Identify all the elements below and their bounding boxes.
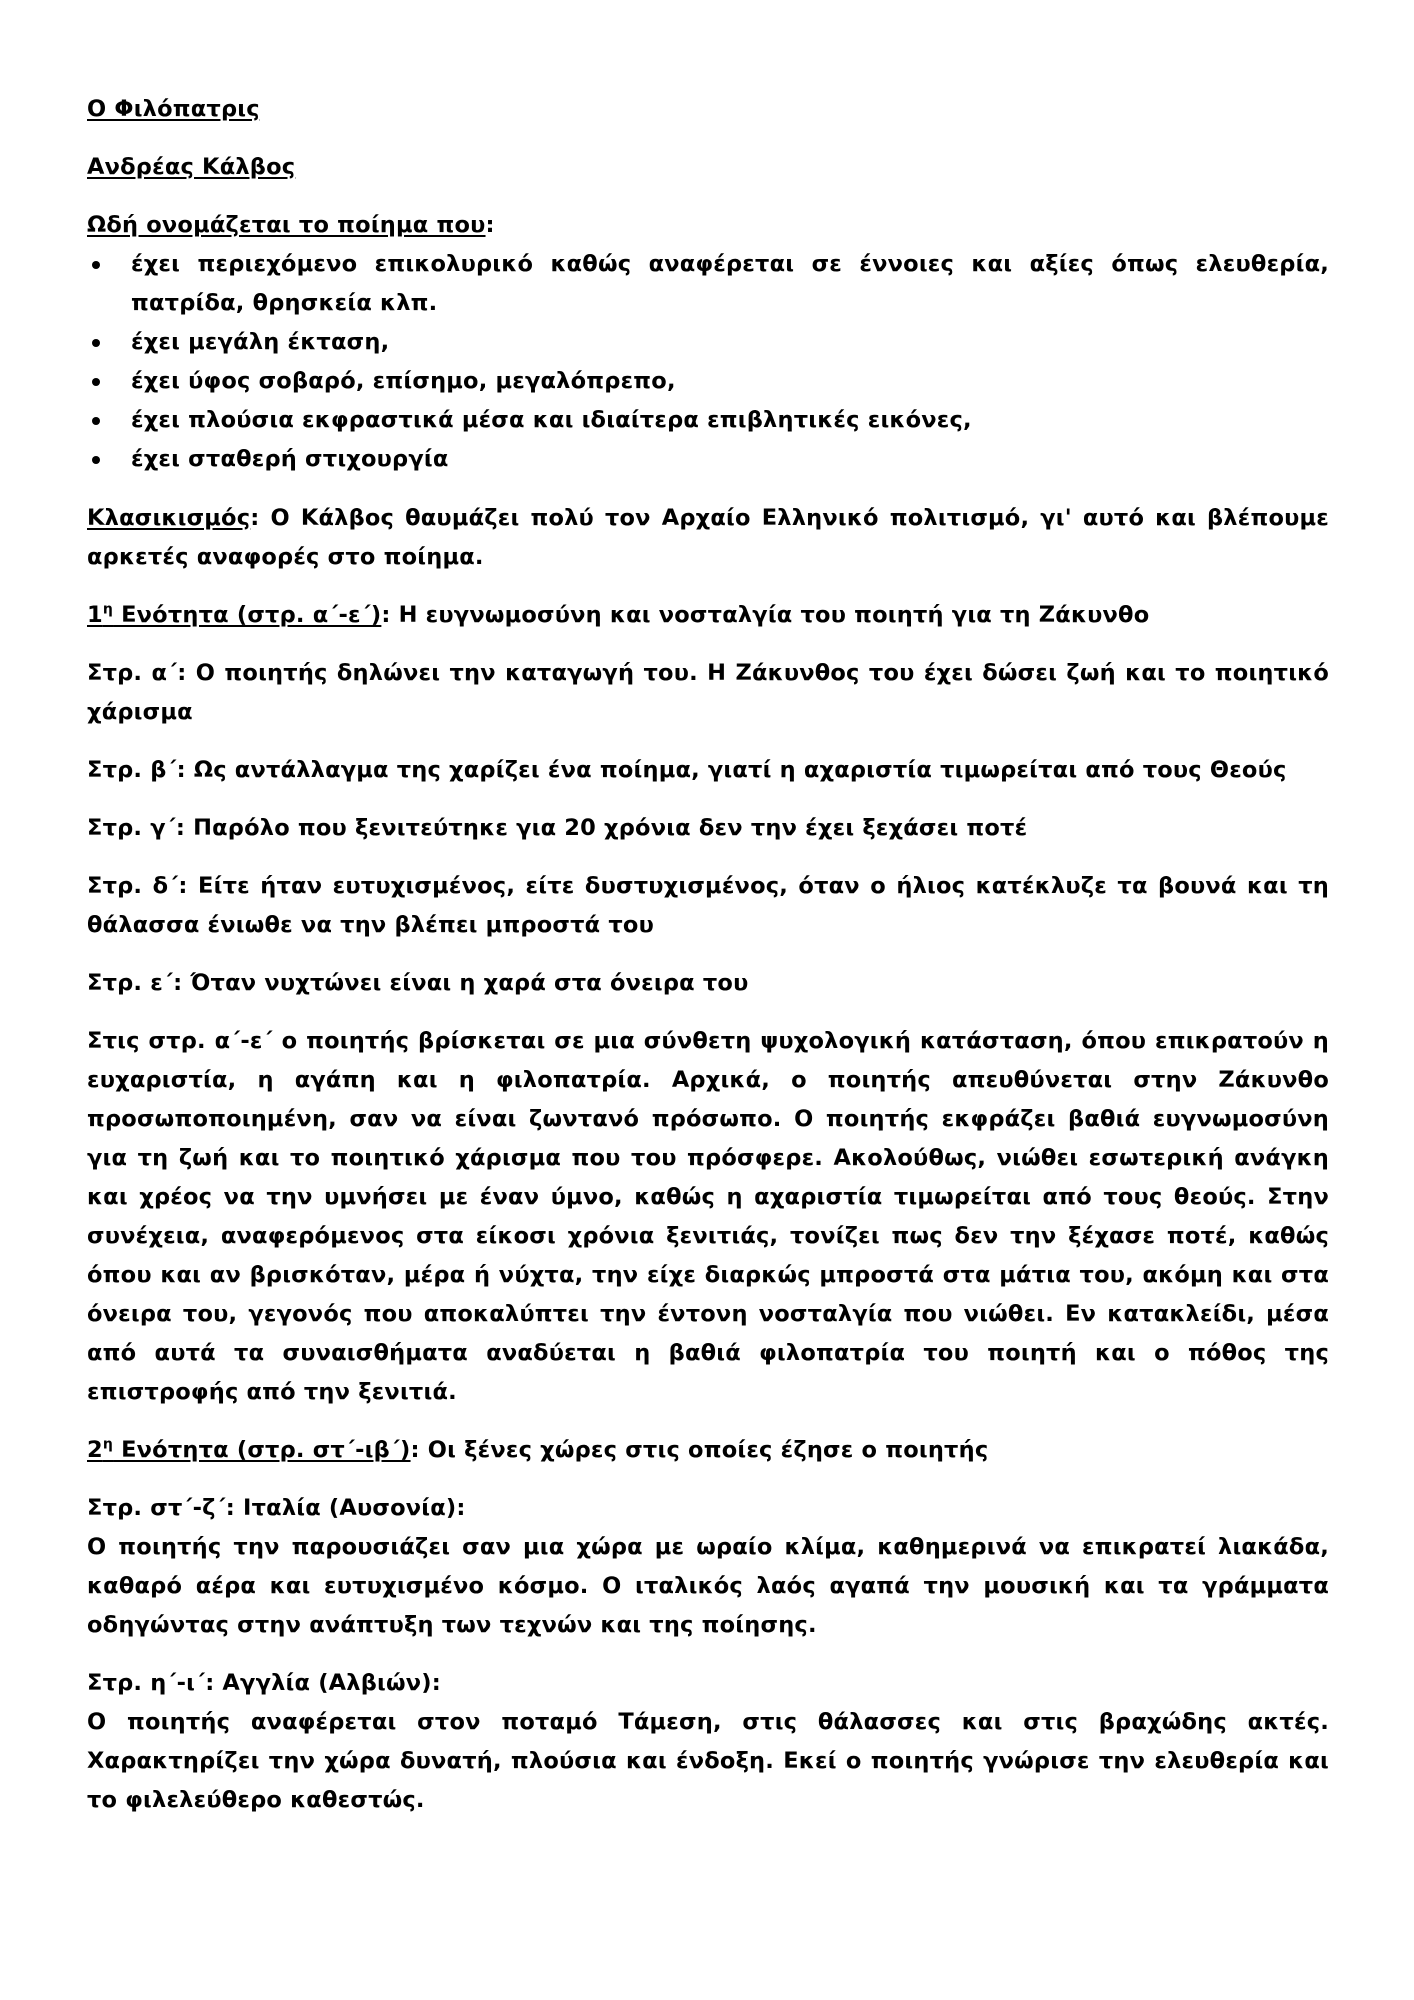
- stanza-paragraph: [87, 964, 1329, 1003]
- stanza-text: Όταν νυχτώνει είναι η χαρά στα όνειρα του: [182, 970, 749, 996]
- stanza-label: Στρ. β΄:: [87, 757, 186, 783]
- document-title: [87, 90, 1329, 129]
- section-1-sup: η: [102, 601, 114, 618]
- title-text: Ο Φιλόπατρις: [87, 96, 260, 122]
- country-label: Στρ. η΄-ι΄: Αγγλία (Αλβιών):: [87, 1670, 441, 1696]
- classicism-label: Κλασικισμός: [87, 505, 251, 531]
- section-2-number: 2: [87, 1437, 103, 1463]
- country-block: [87, 1664, 1329, 1820]
- country-text: Ο ποιητής την παρουσιάζει σαν μια χώρα με ωραίο κλίμα, καθημερινά να επικρατεί λιακάδα, καθαρό αέρα και ευτυχισμένο κόσμο. Ο ιταλικός λαός αγαπά την μουσική και τα γράμματα οδηγώντας στην ανάπτυξη των τεχνών και της ποίησης.: [87, 1534, 1329, 1638]
- section-2-title: : Οι ξένες χώρες στις οποίες έζησε ο ποιητής: [410, 1437, 989, 1463]
- stanza-text: Ο ποιητής δηλώνει την καταγωγή του. Η Ζάκυνθος του έχει δώσει ζωή και το ποιητικό χάρισμα: [87, 660, 1330, 725]
- stanza-text: Παρόλο που ξενιτεύτηκε για 20 χρόνια δεν την έχει ξεχάσει ποτέ: [185, 815, 1028, 841]
- stanza-paragraph: [87, 751, 1329, 790]
- classicism-paragraph: [87, 499, 1329, 577]
- list-item: έχει περιεχόμενο επικολυρικό καθώς αναφέρεται σε έννοιες και αξίες όπως ελευθερία, πατρίδα, θρησκεία κλπ.: [87, 245, 1329, 323]
- list-item: έχει ύφος σοβαρό, επίσημο, μεγαλόπρεπο,: [87, 362, 1329, 401]
- country-block: [87, 1489, 1329, 1645]
- ode-bullet-list: [87, 245, 1329, 479]
- section-2-sup: η: [102, 1436, 114, 1453]
- stanza-label: Στρ. δ΄:: [87, 873, 188, 899]
- section-2-label: [87, 1437, 411, 1463]
- stanza-text: Ως αντάλλαγμα της χαρίζει ένα ποίημα, γιατί η αχαριστία τιμωρείται από τους Θεούς: [185, 757, 1287, 783]
- section-1-label: [87, 602, 381, 628]
- stanza-label: Στρ. γ΄:: [87, 815, 186, 841]
- section-1-summary: Στις στρ. α΄-ε΄ ο ποιητής βρίσκεται σε μια σύνθετη ψυχολογική κατάσταση, όπου επικρατούν η ευχαριστία, η αγάπη και η φιλοπατρία. Αρχικά, ο ποιητής απευθύνεται στην Ζάκυνθο προσωποποιημένη, σαν να είναι ζωντανό πρόσωπο. Ο ποιητής εκφράζει βαθιά ευγνωμοσύνη για τη ζωή και το ποιητικό χάρισμα που του πρόσφερε. Ακολούθως, νιώθει εσωτερική ανάγκη και χρέος να την υμνήσει με έναν ύμνο, καθώς η αχαριστία τιμωρείται από τους θεούς. Στην συνέχεια, αναφερόμενος στα είκοσι χρόνια ξενιτιάς, τονίζει πως δεν την ξέχασε ποτέ, καθώς όπου και αν βρισκόταν, μέρα ή νύχτα, την είχε διαρκώς μπροστά στα μάτια του, ακόμη και στα όνειρα του, γεγονός που αποκαλύπτει την έντονη νοσταλγία που νιώθει. Εν κατακλείδι, μέσα από αυτά τα συναισθήματα αναδύεται η βαθιά φιλοπατρία του ποιητή και ο πόθος της επιστροφής από την ξενιτιά.: [87, 1028, 1329, 1405]
- stanza-label: Στρ. α΄:: [87, 660, 187, 686]
- stanza-label: Στρ. ε΄:: [87, 970, 183, 996]
- ode-heading: [87, 206, 1329, 245]
- stanza-paragraph: [87, 654, 1329, 732]
- section-1-number: 1: [87, 602, 103, 628]
- document-content: [87, 90, 1329, 1839]
- list-item: έχει σταθερή στιχουργία: [87, 440, 1329, 479]
- country-text: Ο ποιητής αναφέρεται στον ποταμό Τάμεση, στις θάλασσες και στις βραχώδης ακτές. Χαρακτηρίζει την χώρα δυνατή, πλούσια και ένδοξη. Εκεί ο ποιητής γνώρισε την ελευθερία και το φιλελεύθερο καθεστώς.: [87, 1709, 1329, 1813]
- classicism-text: : Ο Κάλβος θαυμάζει πολύ τον Αρχαίο Ελληνικό πολιτισμό, γι' αυτό και βλέπουμε αρκετές αναφορές στο ποίημα.: [87, 505, 1329, 570]
- section-2-heading: [87, 1431, 1329, 1470]
- country-label: Στρ. στ΄-ζ΄: Ιταλία (Αυσονία):: [87, 1495, 466, 1521]
- section-1-title: : Η ευγνωμοσύνη και νοσταλγία του ποιητή για τη Ζάκυνθο: [381, 602, 1150, 628]
- stanza-paragraph: [87, 809, 1329, 848]
- section-2-label-text: Ενότητα (στρ. στ΄-ιβ΄): [113, 1437, 411, 1463]
- list-item: έχει πλούσια εκφραστικά μέσα και ιδιαίτερα επιβλητικές εικόνες,: [87, 401, 1329, 440]
- ode-heading-text: Ωδή ονομάζεται το ποίημα που: [87, 212, 486, 238]
- section-1-label-text: Ενότητα (στρ. α΄-ε΄): [113, 602, 382, 628]
- author-text: Ανδρέας Κάλβος: [87, 154, 296, 180]
- stanza-paragraph: [87, 867, 1329, 945]
- list-item: έχει μεγάλη έκταση,: [87, 323, 1329, 362]
- ode-heading-colon: :: [485, 212, 495, 238]
- author-line: [87, 148, 1329, 187]
- stanza-text: Είτε ήταν ευτυχισμένος, είτε δυστυχισμένος, όταν ο ήλιος κατέκλυζε τα βουνά και τη θάλασσα ένιωθε να την βλέπει μπροστά του: [87, 873, 1330, 938]
- section-1-heading: [87, 596, 1329, 635]
